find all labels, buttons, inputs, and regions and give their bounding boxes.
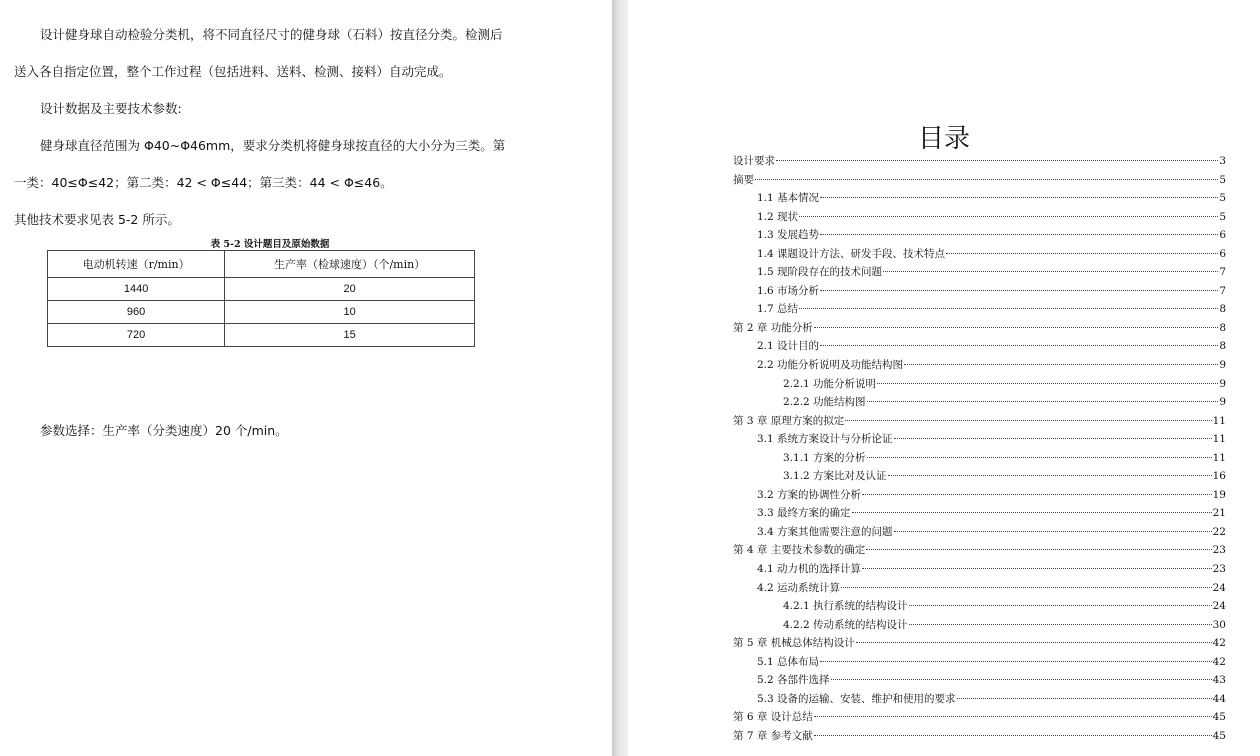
toc-entry-page: 45 bbox=[1212, 729, 1226, 742]
toc-leader-dots bbox=[820, 197, 1218, 198]
toc-leader-dots bbox=[883, 271, 1218, 272]
toc-title: 目录 bbox=[917, 124, 970, 154]
toc-leader-dots bbox=[904, 364, 1218, 365]
toc-entry-label: 4.2.1 执行系统的结构设计 bbox=[783, 600, 908, 613]
toc-leader-dots bbox=[814, 327, 1219, 328]
toc-entry-page: 24 bbox=[1212, 600, 1226, 613]
toc-entry-page: 23 bbox=[1212, 563, 1226, 576]
toc-entry[interactable] bbox=[733, 727, 1226, 746]
toc-entry[interactable] bbox=[733, 523, 1226, 542]
toc-entry-page: 11 bbox=[1212, 414, 1226, 427]
toc-leader-dots bbox=[814, 716, 1212, 717]
toc-entry-label: 1.2 现状 bbox=[757, 210, 799, 223]
toc-entry-page: 42 bbox=[1212, 655, 1226, 668]
toc-entry[interactable] bbox=[733, 152, 1226, 171]
toc-entry-label: 3.4 方案其他需要注意的问题 bbox=[757, 525, 893, 538]
toc-leader-dots bbox=[799, 216, 1218, 217]
toc-entry-page: 19 bbox=[1212, 488, 1226, 501]
toc-leader-dots bbox=[852, 512, 1212, 513]
toc-entry[interactable] bbox=[733, 467, 1226, 486]
toc-entry-label: 1.3 发展趋势 bbox=[757, 229, 820, 242]
param-selection: 参数选择：生产率（分类速度）20 个/min。 bbox=[40, 423, 288, 438]
toc-entry-page: 5 bbox=[1219, 192, 1226, 205]
toc-entry-label: 2.1 设计目的 bbox=[757, 340, 820, 353]
toc-entry-label: 3.1.2 方案比对及认证 bbox=[783, 470, 887, 483]
toc-entry[interactable] bbox=[733, 597, 1226, 616]
toc-entry-label: 第 6 章 设计总结 bbox=[733, 711, 813, 724]
table-caption: 表 5-2 设计题目及原始数据 bbox=[210, 239, 330, 250]
toc-entry-label: 设计要求 bbox=[733, 155, 775, 167]
toc-leader-dots bbox=[820, 661, 1212, 662]
toc-entry-label: 1.1 基本情况 bbox=[757, 192, 820, 205]
toc-entry-label: 4.2 运动系统计算 bbox=[757, 581, 841, 594]
toc-entry-label: 1.5 现阶段存在的技术问题 bbox=[757, 266, 883, 279]
toc-leader-dots bbox=[946, 253, 1218, 254]
toc-entry-label: 1.6 市场分析 bbox=[757, 284, 820, 297]
toc-entry-label: 4.1 动力机的选择计算 bbox=[757, 563, 862, 576]
toc-leader-dots bbox=[894, 438, 1212, 439]
toc-entry-page: 3 bbox=[1219, 155, 1226, 167]
toc-entry-page: 24 bbox=[1212, 581, 1226, 594]
toc-entry[interactable] bbox=[733, 189, 1226, 208]
toc-entry-label: 5.1 总体布局 bbox=[757, 655, 820, 668]
toc-entry-page: 21 bbox=[1212, 507, 1226, 520]
toc-entry-page: 11 bbox=[1212, 451, 1226, 464]
toc-entry-page: 11 bbox=[1212, 433, 1226, 446]
toc-entry-label: 第 4 章 主要技术参数的确定 bbox=[733, 544, 866, 557]
table-of-contents bbox=[733, 152, 1226, 746]
toc-entry-label: 3.3 最终方案的确定 bbox=[757, 507, 851, 520]
table-cell: 960 bbox=[48, 301, 225, 324]
paragraph-3-cont: 一类：40≤Φ≤42；第二类：42 < Φ≤44；第三类：44 < Φ≤46。 bbox=[14, 175, 393, 190]
toc-entry-label: 第 5 章 机械总体结构设计 bbox=[733, 637, 855, 650]
toc-leader-dots bbox=[957, 698, 1212, 699]
toc-entry[interactable] bbox=[733, 337, 1226, 356]
page-divider bbox=[612, 0, 628, 756]
toc-entry[interactable] bbox=[733, 393, 1226, 412]
toc-entry[interactable] bbox=[733, 226, 1226, 245]
toc-entry[interactable] bbox=[733, 504, 1226, 523]
toc-leader-dots bbox=[814, 735, 1212, 736]
toc-entry-page: 9 bbox=[1219, 396, 1226, 409]
toc-entry-page: 5 bbox=[1219, 210, 1226, 223]
toc-entry[interactable] bbox=[733, 486, 1226, 505]
toc-leader-dots bbox=[820, 290, 1218, 291]
toc-leader-dots bbox=[841, 587, 1212, 588]
table-cell: 1440 bbox=[48, 278, 225, 301]
toc-entry-label: 第 3 章 原理方案的拟定 bbox=[733, 414, 845, 427]
table-row bbox=[48, 301, 475, 324]
toc-entry-page: 8 bbox=[1219, 303, 1226, 316]
table-row bbox=[48, 278, 475, 301]
toc-entry[interactable] bbox=[733, 319, 1226, 338]
toc-leader-dots bbox=[776, 160, 1218, 161]
toc-entry-page: 22 bbox=[1212, 525, 1226, 538]
toc-leader-dots bbox=[799, 308, 1218, 309]
toc-entry-page: 42 bbox=[1212, 637, 1226, 650]
toc-entry-page: 30 bbox=[1212, 618, 1226, 631]
toc-entry-label: 2.2.2 功能结构图 bbox=[783, 396, 866, 409]
toc-entry-page: 6 bbox=[1219, 229, 1226, 242]
toc-entry[interactable] bbox=[733, 263, 1226, 282]
toc-entry[interactable] bbox=[733, 430, 1226, 449]
toc-entry[interactable] bbox=[733, 653, 1226, 672]
toc-entry-page: 9 bbox=[1219, 377, 1226, 390]
toc-entry[interactable] bbox=[733, 356, 1226, 375]
toc-entry[interactable] bbox=[733, 171, 1226, 190]
table-cell: 10 bbox=[225, 301, 475, 324]
table-cell: 720 bbox=[48, 324, 225, 347]
header-motor-speed: 电动机转速（r/min） bbox=[48, 251, 225, 278]
toc-leader-dots bbox=[867, 457, 1212, 458]
toc-entry[interactable] bbox=[733, 579, 1226, 598]
toc-entry[interactable] bbox=[733, 375, 1226, 394]
toc-entry[interactable] bbox=[733, 616, 1226, 635]
left-page bbox=[0, 0, 612, 756]
toc-entry[interactable] bbox=[733, 300, 1226, 319]
toc-entry-label: 1.4 课题设计方法、研发手段、技术特点 bbox=[757, 247, 946, 260]
toc-entry-label: 5.3 设备的运输、安装、维护和使用的要求 bbox=[757, 692, 956, 705]
toc-entry[interactable] bbox=[733, 708, 1226, 727]
toc-entry-label: 第 7 章 参考文献 bbox=[733, 729, 813, 742]
toc-entry-page: 8 bbox=[1219, 321, 1226, 334]
toc-entry[interactable] bbox=[733, 412, 1226, 431]
paragraph-4: 其他技术要求见表 5-2 所示。 bbox=[14, 212, 180, 227]
toc-leader-dots bbox=[894, 531, 1212, 532]
toc-leader-dots bbox=[845, 420, 1211, 421]
toc-entry-label: 3.1 系统方案设计与分析论证 bbox=[757, 433, 893, 446]
toc-entry-label: 2.2.1 功能分析说明 bbox=[783, 377, 877, 390]
toc-entry[interactable] bbox=[733, 634, 1226, 653]
toc-leader-dots bbox=[909, 624, 1212, 625]
table-header-row bbox=[48, 251, 475, 278]
design-data-table bbox=[47, 250, 475, 347]
toc-entry-page: 16 bbox=[1212, 470, 1226, 483]
toc-entry-label: 5.2 各部件选择 bbox=[757, 674, 830, 687]
paragraph-1-cont: 送入各自指定位置，整个工作过程（包括进料、送料、检测、接料）自动完成。 bbox=[14, 64, 452, 79]
toc-entry-label: 4.2.2 传动系统的结构设计 bbox=[783, 618, 908, 631]
paragraph-3: 健身球直径范围为 Φ40~Φ46mm，要求分类机将健身球按直径的大小分为三类。第 bbox=[40, 138, 506, 153]
toc-entry[interactable] bbox=[733, 671, 1226, 690]
toc-entry-label: 第 2 章 功能分析 bbox=[733, 321, 813, 334]
toc-entry-page: 8 bbox=[1219, 340, 1226, 353]
toc-leader-dots bbox=[866, 549, 1211, 550]
toc-leader-dots bbox=[877, 383, 1218, 384]
toc-leader-dots bbox=[755, 179, 1218, 180]
toc-entry-label: 摘要 bbox=[733, 173, 754, 186]
toc-entry-label: 3.2 方案的协调性分析 bbox=[757, 488, 862, 501]
toc-entry[interactable] bbox=[733, 282, 1226, 301]
toc-leader-dots bbox=[862, 494, 1212, 495]
toc-leader-dots bbox=[820, 345, 1218, 346]
toc-entry[interactable] bbox=[733, 245, 1226, 264]
toc-entry[interactable] bbox=[733, 690, 1226, 709]
toc-entry-page: 23 bbox=[1212, 544, 1226, 557]
toc-entry-label: 1.7 总结 bbox=[757, 303, 799, 316]
table-row bbox=[48, 324, 475, 347]
toc-entry-page: 43 bbox=[1212, 674, 1226, 687]
toc-leader-dots bbox=[909, 605, 1212, 606]
toc-entry-page: 44 bbox=[1212, 692, 1226, 705]
toc-entry[interactable] bbox=[733, 449, 1226, 468]
toc-entry-page: 7 bbox=[1219, 266, 1226, 279]
toc-leader-dots bbox=[862, 568, 1212, 569]
toc-entry[interactable] bbox=[733, 541, 1226, 560]
toc-entry-page: 7 bbox=[1219, 284, 1226, 297]
toc-leader-dots bbox=[888, 475, 1212, 476]
toc-entry-page: 6 bbox=[1219, 247, 1226, 260]
toc-entry-page: 5 bbox=[1219, 173, 1226, 186]
paragraph-2: 设计数据及主要技术参数: bbox=[40, 101, 182, 116]
toc-entry-page: 9 bbox=[1219, 359, 1226, 372]
right-page bbox=[628, 0, 1260, 756]
toc-leader-dots bbox=[867, 401, 1219, 402]
header-productivity: 生产率（检球速度）（个/min） bbox=[225, 251, 475, 278]
toc-entry-label: 3.1.1 方案的分析 bbox=[783, 451, 866, 464]
toc-leader-dots bbox=[856, 642, 1212, 643]
table-cell: 15 bbox=[225, 324, 475, 347]
toc-entry-page: 45 bbox=[1212, 711, 1226, 724]
toc-entry-label: 2.2 功能分析说明及功能结构图 bbox=[757, 359, 904, 372]
toc-leader-dots bbox=[831, 679, 1212, 680]
toc-entry[interactable] bbox=[733, 560, 1226, 579]
toc-leader-dots bbox=[820, 234, 1218, 235]
toc-entry[interactable] bbox=[733, 208, 1226, 227]
paragraph-1: 设计健身球自动检验分类机，将不同直径尺寸的健身球（石料）按直径分类。检测后 bbox=[40, 27, 503, 42]
table-cell: 20 bbox=[225, 278, 475, 301]
